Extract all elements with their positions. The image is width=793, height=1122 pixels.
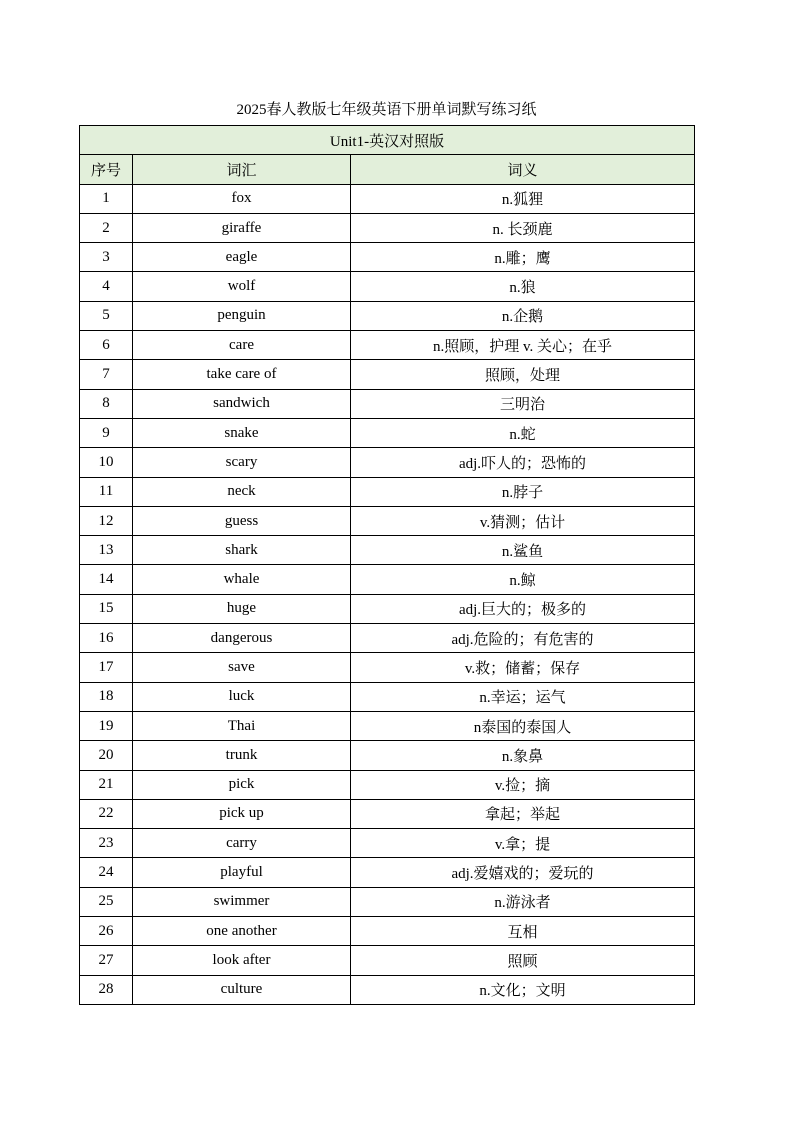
row-number: 6 [80,331,133,360]
row-word: playful [133,858,351,887]
row-number: 10 [80,448,133,477]
row-number: 15 [80,594,133,623]
unit-header: Unit1-英汉对照版 [80,126,695,155]
row-word: trunk [133,741,351,770]
row-word: fox [133,184,351,213]
row-meaning: v.猜测；估计 [351,506,695,535]
table-row [80,653,695,682]
table-row [80,448,695,477]
table-row [80,565,695,594]
table-row [80,858,695,887]
row-meaning: 三明治 [351,389,695,418]
table-row [80,213,695,242]
row-meaning: n.蛇 [351,418,695,447]
row-meaning: n.文化；文明 [351,975,695,1004]
row-meaning: n.狼 [351,272,695,301]
row-word: pick up [133,799,351,828]
row-word: Thai [133,711,351,740]
table-row [80,917,695,946]
row-word: look after [133,946,351,975]
row-meaning: 照顾，处理 [351,360,695,389]
row-number: 2 [80,213,133,242]
table-row [80,829,695,858]
row-meaning: 互相 [351,917,695,946]
row-meaning: n.雕；鹰 [351,243,695,272]
vocabulary-rows [80,184,695,1004]
row-number: 9 [80,418,133,447]
table-row [80,975,695,1004]
row-number: 4 [80,272,133,301]
row-word: snake [133,418,351,447]
table-row [80,418,695,447]
table-row [80,799,695,828]
row-word: pick [133,770,351,799]
row-number: 28 [80,975,133,1004]
row-meaning: n.脖子 [351,477,695,506]
row-number: 18 [80,682,133,711]
table-row [80,741,695,770]
table-row [80,331,695,360]
row-meaning: n.狐狸 [351,184,695,213]
row-word: guess [133,506,351,535]
row-meaning: n泰国的泰国人 [351,711,695,740]
row-meaning: n.游泳者 [351,887,695,916]
column-header-meaning: 词义 [351,155,695,184]
row-meaning: v.捡；摘 [351,770,695,799]
row-word: giraffe [133,213,351,242]
table-row [80,389,695,418]
row-word: huge [133,594,351,623]
row-word: scary [133,448,351,477]
table-row [80,711,695,740]
table-row [80,506,695,535]
row-number: 21 [80,770,133,799]
row-word: neck [133,477,351,506]
table-row [80,272,695,301]
row-number: 1 [80,184,133,213]
row-meaning: v.拿；提 [351,829,695,858]
table-row [80,360,695,389]
table-row [80,624,695,653]
row-number: 22 [80,799,133,828]
row-meaning: n.幸运；运气 [351,682,695,711]
row-number: 5 [80,301,133,330]
table-row [80,184,695,213]
row-number: 23 [80,829,133,858]
row-meaning: n.企鹅 [351,301,695,330]
row-number: 20 [80,741,133,770]
row-word: shark [133,536,351,565]
row-number: 7 [80,360,133,389]
column-header-word: 词汇 [133,155,351,184]
row-meaning: adj.吓人的；恐怖的 [351,448,695,477]
table-row [80,477,695,506]
row-number: 24 [80,858,133,887]
table-row [80,946,695,975]
row-word: care [133,331,351,360]
table-row [80,301,695,330]
row-number: 3 [80,243,133,272]
unit-header-row [80,126,695,155]
row-meaning: adj.爱嬉戏的；爱玩的 [351,858,695,887]
row-meaning: n.照顾，护理 v. 关心；在乎 [351,331,695,360]
row-word: save [133,653,351,682]
row-number: 25 [80,887,133,916]
column-header-number: 序号 [80,155,133,184]
row-meaning: v.救；储蓄；保存 [351,653,695,682]
row-number: 8 [80,389,133,418]
table-row [80,682,695,711]
table-row [80,770,695,799]
row-number: 12 [80,506,133,535]
row-meaning: n.鲸 [351,565,695,594]
row-word: one another [133,917,351,946]
row-word: carry [133,829,351,858]
row-word: wolf [133,272,351,301]
row-word: sandwich [133,389,351,418]
row-meaning: n.鲨鱼 [351,536,695,565]
row-number: 14 [80,565,133,594]
row-number: 17 [80,653,133,682]
row-meaning: 照顾 [351,946,695,975]
row-meaning: n. 长颈鹿 [351,213,695,242]
table-row [80,243,695,272]
row-number: 27 [80,946,133,975]
row-word: culture [133,975,351,1004]
row-meaning: adj.危险的；有危害的 [351,624,695,653]
row-word: eagle [133,243,351,272]
row-word: dangerous [133,624,351,653]
row-number: 19 [80,711,133,740]
row-word: luck [133,682,351,711]
page-title: 2025春人教版七年级英语下册单词默写练习纸 [236,102,537,118]
table-row [80,536,695,565]
row-number: 11 [80,477,133,506]
row-word: penguin [133,301,351,330]
row-word: take care of [133,360,351,389]
row-meaning: 拿起；举起 [351,799,695,828]
row-meaning: adj.巨大的；极多的 [351,594,695,623]
row-number: 26 [80,917,133,946]
row-number: 13 [80,536,133,565]
row-word: swimmer [133,887,351,916]
row-number: 16 [80,624,133,653]
table-row [80,594,695,623]
table-row [80,887,695,916]
column-header-row [80,155,695,184]
row-meaning: n.象鼻 [351,741,695,770]
vocabulary-table [79,125,695,1005]
row-word: whale [133,565,351,594]
